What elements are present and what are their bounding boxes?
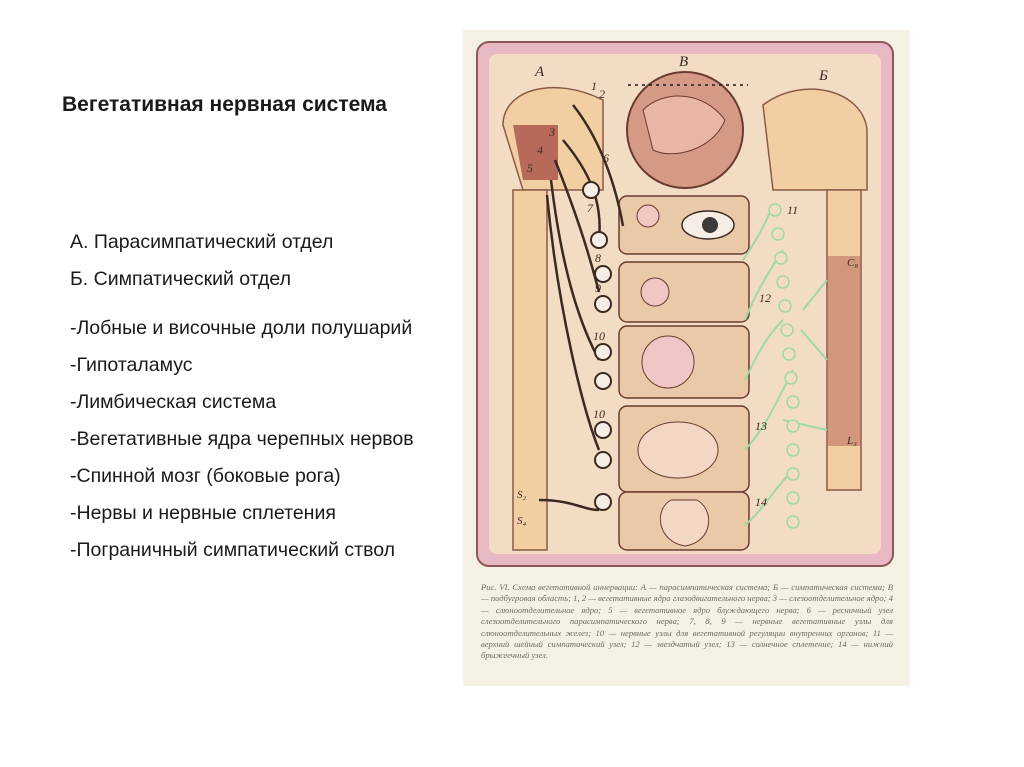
- nerve-number: 7: [587, 201, 593, 215]
- nerve-number: 6: [603, 151, 609, 165]
- nerve-number: 10: [593, 407, 605, 421]
- nerve-number: 9: [595, 281, 601, 295]
- list-item: -Лобные и височные доли полушарий: [70, 317, 413, 339]
- list-item: Б. Симпатический отдел: [70, 268, 291, 290]
- right-spine-lateral-horn: [827, 256, 861, 446]
- nerve-number: 14: [755, 495, 767, 509]
- nerve-number: 1: [591, 79, 597, 93]
- nerve-number: 11: [787, 203, 799, 217]
- spine-label-c8: С₈: [847, 257, 859, 269]
- nerve-number: 3: [549, 125, 555, 139]
- salivary-gland-icon: [641, 278, 669, 306]
- list-item: -Вегетативные ядра черепных нервов: [70, 428, 414, 450]
- lacrimal-gland-icon: [637, 205, 659, 227]
- lungs-heart-icon: [642, 336, 694, 388]
- mouth-panel: [619, 262, 749, 322]
- list-item: -Спинной мозг (боковые рога): [70, 465, 341, 487]
- right-brain-half: [763, 89, 867, 190]
- nerve-number: 12: [759, 291, 771, 305]
- list-item: -Нервы и нервные сплетения: [70, 502, 336, 524]
- label-a: А: [535, 64, 545, 80]
- nerve-number: 13: [755, 419, 767, 433]
- spine-label-s4: S₄: [517, 515, 527, 527]
- list-item: А. Парасимпатический отдел: [70, 231, 334, 253]
- list-item: -Пограничный симпатический ствол: [70, 539, 396, 561]
- slide-title: Вегетативная нервная система: [62, 93, 387, 116]
- autonomic-innervation-diagram: [463, 30, 910, 686]
- list-item: -Лимбическая система: [70, 391, 277, 413]
- label-v: В: [679, 54, 689, 70]
- pupil-icon: [702, 217, 718, 233]
- nerve-number: 4: [537, 143, 543, 157]
- nerve-number: 10: [593, 329, 605, 343]
- nerve-number: 2: [599, 87, 605, 101]
- list-item: -Гипоталамус: [70, 354, 193, 376]
- figure-caption: Рис. VI. Схема вегетативной иннервации: А — парасимпатическая система; Б — симпатическая система; В — подбугровая область; 1, 2 — вегетативные ядра глазодвигательного нерва; 3 — слезоотделительное ядро; 4 — слюноотделительное ядро; 5 — вегетативное ядро блуждающего нерва; 6 — ресничный узел слезоотделительного парасимпатического нерва; 7, 8, 9 — нервные вегетативные узлы для слюноотделительных желез; 10 — нервные узлы для вегетативной регуляции внутренних органов; 11 — верхний шейный симпатический узел; 12 — звездчатый узел; 13 — солнечное сплетение; 14 — нижний брыжеечный узел.: [481, 582, 893, 661]
- intestines-icon: [638, 422, 718, 478]
- nerve-number: 8: [595, 251, 601, 265]
- nerve-number: 5: [527, 161, 533, 175]
- bullet-list: [70, 228, 430, 573]
- spine-label-s2: S₂: [517, 489, 527, 501]
- label-b: Б: [819, 68, 828, 84]
- spine-label-l3: L₃: [847, 435, 857, 447]
